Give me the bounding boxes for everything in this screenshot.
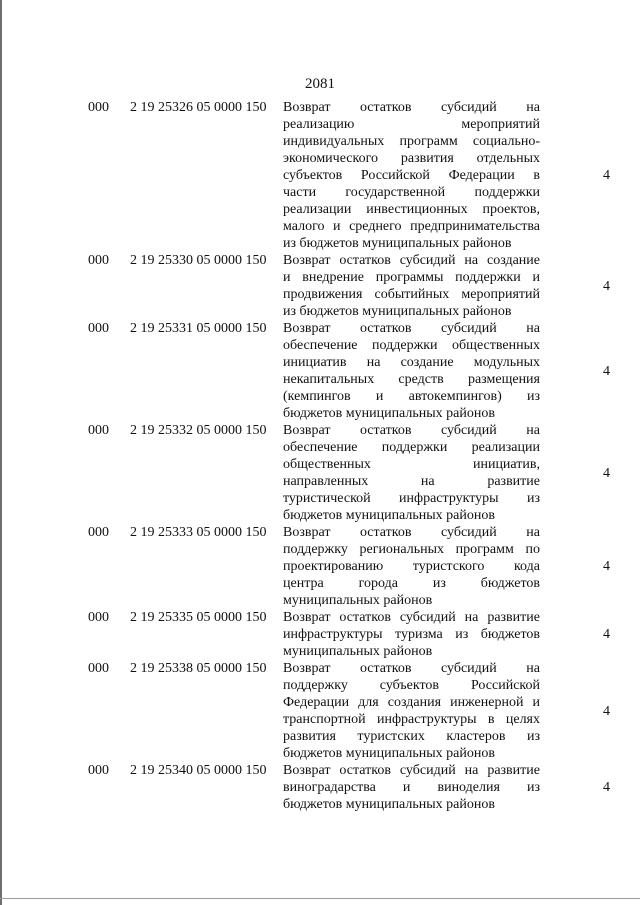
income-name-cell [283,422,540,524]
income-name-line: и внедрение программы поддержки и [283,270,540,285]
income-name-cell [283,762,540,813]
budget-classification-code-cell: 2 19 25340 05 0000 150 [130,763,267,778]
admin-code-cell: 000 [88,525,109,540]
value-text: 4 [603,627,610,642]
income-name-line: бюджетов муниципальных районов [283,508,495,523]
admin-code-cell: 000 [88,763,109,778]
scan-bottom-edge [0,898,640,899]
income-name-line: продвижения событийных мероприятий [283,287,540,302]
value-cell [540,99,610,252]
income-name-line: Возврат остатков субсидий на [283,321,540,336]
admin-code-cell: 000 [88,610,109,625]
income-name-line: туристической инфраструктуры из [283,491,540,506]
income-name-line: из бюджетов муниципальных районов [283,304,512,319]
budget-classification-code-cell: 2 19 25335 05 0000 150 [130,610,267,625]
table-row [0,320,640,422]
value-text: 4 [603,559,610,574]
table-row [0,422,640,524]
income-name-cell [283,320,540,422]
admin-code-cell: 000 [88,661,109,676]
income-name-line: Федерации для создания инженерной и [283,695,540,710]
budget-classification-code-cell: 2 19 25326 05 0000 150 [130,100,267,115]
table-row [0,762,640,813]
income-name-line: поддержку субъектов Российской [283,678,540,693]
income-name-line: Возврат остатков субсидий на [283,525,540,540]
income-name-line: экономического развития отдельных [283,151,540,166]
income-name-cell [283,252,540,320]
table-row [0,660,640,762]
value-cell [540,609,610,660]
budget-classification-code-cell: 2 19 25332 05 0000 150 [130,423,267,438]
income-name-line: субъектов Российской Федерации в [283,168,540,183]
income-name-line: Возврат остатков субсидий на создание [283,253,540,268]
income-name-line: развития туристских кластеров из [283,729,540,744]
income-name-line: малого и среднего предпринимательства [283,219,540,234]
value-text: 4 [603,780,610,795]
value-text: 4 [603,703,610,719]
income-name-line: инфраструктуры туризма из бюджетов [283,627,540,642]
income-name-line: (кемпингов и автокемпингов) из [283,389,540,404]
value-cell [540,524,610,609]
budget-classification-code-cell: 2 19 25333 05 0000 150 [130,525,267,540]
income-name-line: транспортной инфраструктуры в целях [283,712,540,727]
income-name-line: виноградарства и виноделия из [283,780,540,795]
income-name-line: обеспечение поддержки общественных [283,338,540,353]
table-row [0,609,640,660]
admin-code-cell: 000 [88,423,109,438]
table-row [0,252,640,320]
income-name-line: Возврат остатков субсидий на развитие [283,610,540,625]
income-name-line: реализации инвестиционных проектов, [283,202,540,217]
value-cell [540,660,610,762]
income-name-line: поддержку региональных программ по [283,542,540,557]
income-name-line: центра города из бюджетов [283,576,540,591]
table-row [0,99,640,252]
income-name-line: бюджетов муниципальных районов [283,746,495,761]
income-name-line: обеспечение поддержки реализации [283,440,540,455]
income-name-line: Возврат остатков субсидий на [283,423,540,438]
admin-code-cell: 000 [88,253,109,268]
value-cell [540,320,610,422]
value-text: 4 [603,278,610,294]
budget-classification-code-cell: 2 19 25338 05 0000 150 [130,661,267,676]
value-text: 4 [603,363,610,379]
table-row [0,524,640,609]
income-name-line: бюджетов муниципальных районов [283,797,495,812]
admin-code-cell: 000 [88,321,109,336]
income-name-line: общественных инициатив, [283,457,540,472]
value-cell [540,252,610,320]
income-name-line: муниципальных районов [283,593,433,608]
budget-classification-code-cell: 2 19 25331 05 0000 150 [130,321,267,336]
budget-code-table [0,99,640,813]
income-name-line: из бюджетов муниципальных районов [283,236,512,251]
income-name-line: индивидуальных программ социально- [283,134,540,149]
income-name-cell [283,609,540,660]
income-name-cell [283,660,540,762]
budget-classification-code-cell: 2 19 25330 05 0000 150 [130,253,267,268]
income-name-line: некапитальных средств размещения [283,372,540,387]
income-name-line: инициатив на создание модульных [283,355,540,370]
income-name-cell [283,99,540,252]
income-name-line: направленных на развитие [283,474,540,489]
admin-code-cell: 000 [88,100,109,115]
value-cell [540,422,610,524]
value-text: 4 [603,168,610,183]
income-name-line: бюджетов муниципальных районов [283,406,495,421]
income-name-line: Возврат остатков субсидий на развитие [283,763,540,778]
page-number: 2081 [305,76,335,92]
value-text: 4 [603,465,610,481]
income-name-line: части государственной поддержки [283,185,540,200]
income-name-line: Возврат остатков субсидий на [283,100,540,115]
value-cell [540,762,610,813]
income-name-line: Возврат остатков субсидий на [283,661,540,676]
income-name-line: реализацию мероприятий [283,117,540,132]
income-name-line: муниципальных районов [283,644,433,659]
income-name-line: проектированию туристского кода [283,559,540,574]
income-name-cell [283,524,540,609]
